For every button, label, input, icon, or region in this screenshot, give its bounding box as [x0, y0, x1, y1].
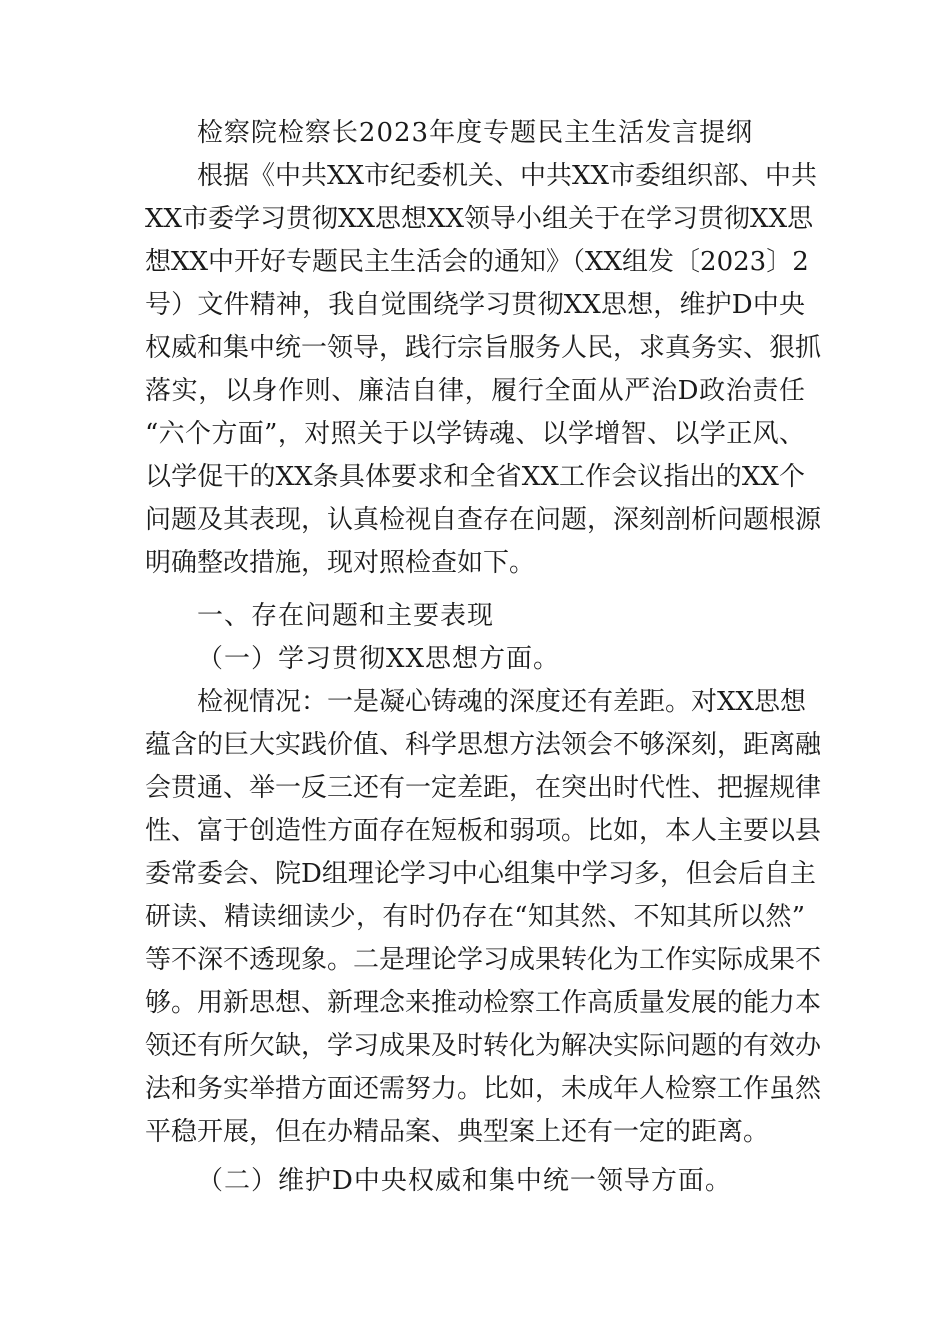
body-line: 研读、精读细读少，有时仍存在“知其然、不知其所以然” [145, 902, 805, 932]
body-line: 蕴含的巨大实践价值、科学思想方法领会不够深刻，距离融 [145, 730, 822, 760]
body-line: 够。用新思想、新理念来推动检察工作高质量发展的能力本 [145, 988, 822, 1018]
subsection-heading: （一）学习贯彻XX思想方面。 [197, 644, 561, 674]
section-heading: 一、存在问题和主要表现 [197, 601, 495, 631]
body-line: 领还有所欠缺，学习成果及时转化为解决实际问题的有效办 [145, 1031, 822, 1061]
intro-line: 问题及其表现，认真检视自查存在问题，深刻剖析问题根源 [145, 505, 822, 535]
document-title: 检察院检察长2023年度专题民主生活发言提纲 [196, 118, 754, 148]
intro-line: 落实，以身作则、廉洁自律，履行全面从严治D政治责任 [145, 376, 805, 406]
body-line: 性、富于创造性方面存在短板和弱项。比如，本人主要以县 [145, 816, 822, 846]
body-line: 委常委会、院D组理论学习中心组集中学习多，但会后自主 [145, 859, 816, 889]
body-line: 等不深不透现象。二是理论学习成果转化为工作实际成果不 [145, 945, 822, 975]
intro-line: 想XX中开好专题民主生活会的通知》（XX组发〔2023〕2 [145, 247, 809, 277]
intro-line: “六个方面”，对照关于以学铸魂、以学增智、以学正风、 [145, 419, 805, 449]
body-line: 会贯通、举一反三还有一定差距，在突出时代性、把握规律 [145, 773, 822, 803]
intro-line: XX市委学习贯彻XX思想XX领导小组关于在学习贯彻XX思 [145, 204, 814, 234]
body-line: 法和务实举措方面还需努力。比如，未成年人检察工作虽然 [145, 1074, 822, 1104]
subsection-heading: （二）维护D中央权威和集中统一领导方面。 [197, 1166, 732, 1196]
intro-line: 以学促干的XX条具体要求和全省XX工作会议指出的XX个 [145, 462, 805, 492]
intro-line: 明确整改措施，现对照检查如下。 [145, 548, 536, 578]
body-line: 检视情况：一是凝心铸魂的深度还有差距。对XX思想 [197, 687, 807, 717]
intro-line: 根据《中共XX市纪委机关、中共XX市委组织部、中共 [197, 161, 818, 191]
intro-line: 权威和集中统一领导，践行宗旨服务人民，求真务实、狠抓 [145, 333, 822, 363]
body-line: 平稳开展，但在办精品案、典型案上还有一定的距离。 [145, 1117, 770, 1147]
intro-line: 号）文件精神，我自觉围绕学习贯彻XX思想，维护D中央 [145, 290, 805, 320]
